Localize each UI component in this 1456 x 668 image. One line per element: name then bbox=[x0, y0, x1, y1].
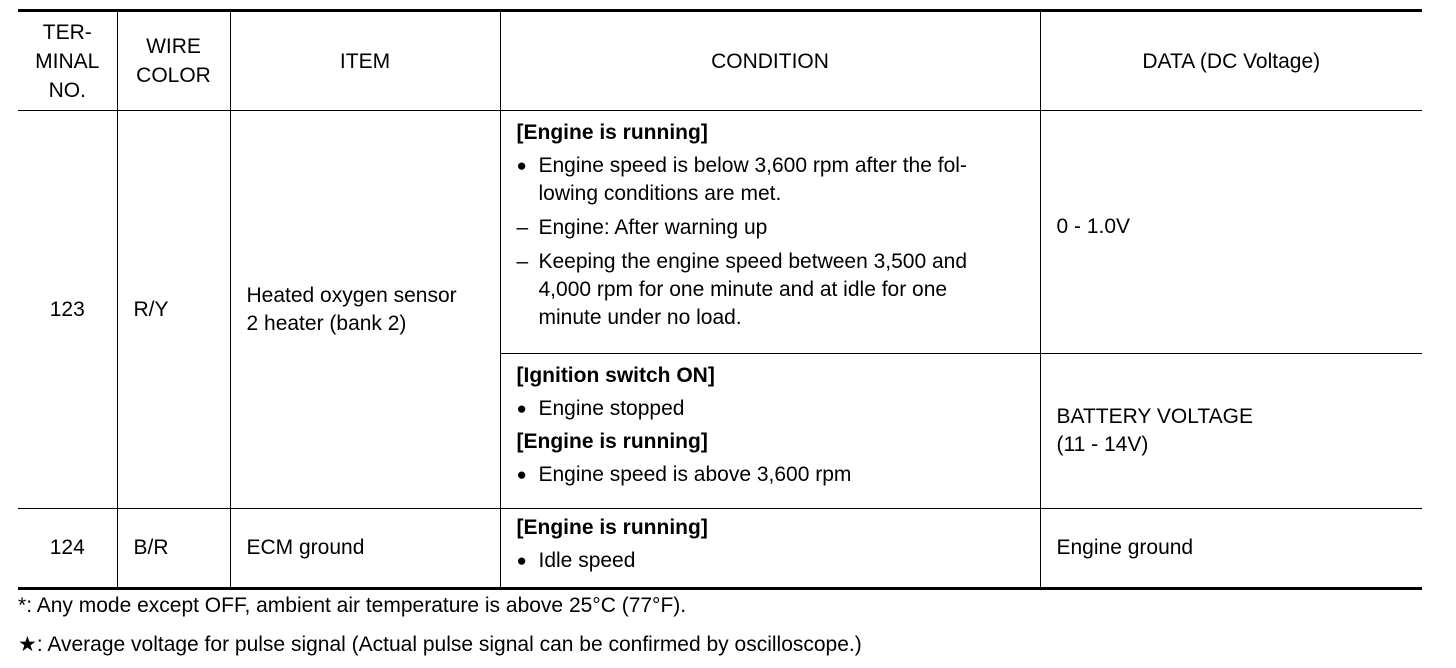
header-wire-color: WIRE COLOR bbox=[117, 11, 230, 111]
terminal-number: 123 bbox=[18, 111, 117, 509]
footnote-star: ★: Average voltage for pulse signal (Actual pulse signal can be confirmed by oscilloscope.) bbox=[18, 633, 862, 656]
bullet-icon: ● bbox=[516, 156, 527, 175]
dash-icon: – bbox=[516, 250, 529, 273]
data-value: Engine ground bbox=[1040, 509, 1422, 589]
terminal-data-table bbox=[18, 9, 1422, 590]
header-item: ITEM bbox=[230, 11, 500, 111]
footnote-asterisk: *: Any mode except OFF, ambient air temperature is above 25°C (77°F). bbox=[18, 594, 687, 617]
condition-line: ● Engine speed is above 3,600 rpm bbox=[517, 458, 1024, 492]
condition-line: ● Engine stopped bbox=[517, 392, 1024, 426]
condition-line: ● Engine speed is below 3,600 rpm after the fol- lowing conditions are met. bbox=[517, 149, 1024, 211]
data-value: 0 - 1.0V bbox=[1040, 111, 1422, 354]
bullet-icon: ● bbox=[516, 551, 527, 570]
bullet-icon: ● bbox=[516, 465, 527, 484]
condition-label: [Engine is running] bbox=[516, 121, 708, 144]
table-row bbox=[18, 111, 1422, 354]
data-value: BATTERY VOLTAGE (11 - 14V) bbox=[1040, 354, 1422, 509]
item-name: Heated oxygen sensor 2 heater (bank 2) bbox=[230, 111, 500, 509]
condition-label: [Engine is running] bbox=[516, 516, 708, 539]
condition-line: – Keeping the engine speed between 3,500 and 4,000 rpm for one minute and at idle for one minute under no load. bbox=[517, 245, 1024, 335]
header-row bbox=[18, 11, 1422, 111]
item-name: ECM ground bbox=[230, 509, 500, 589]
header-terminal-no: TER- MINAL NO. bbox=[18, 11, 117, 111]
header-condition: CONDITION bbox=[500, 11, 1040, 111]
wire-color: R/Y bbox=[117, 111, 230, 509]
condition-label: [Engine is running] bbox=[516, 430, 708, 453]
star-icon: ★ bbox=[18, 633, 37, 656]
bullet-icon: ● bbox=[516, 399, 527, 418]
wire-color: B/R bbox=[117, 509, 230, 589]
condition-cell bbox=[500, 354, 1040, 509]
condition-line: ● Idle speed bbox=[517, 544, 1024, 578]
condition-cell bbox=[500, 111, 1040, 354]
condition-cell bbox=[500, 509, 1040, 589]
dash-icon: – bbox=[516, 216, 529, 239]
table-row bbox=[18, 509, 1422, 589]
condition-line: – Engine: After warning up bbox=[517, 211, 1024, 245]
condition-label: [Ignition switch ON] bbox=[516, 364, 715, 387]
terminal-number: 124 bbox=[18, 509, 117, 589]
header-data: DATA (DC Voltage) bbox=[1040, 11, 1422, 111]
asterisk-icon: * bbox=[18, 594, 27, 617]
